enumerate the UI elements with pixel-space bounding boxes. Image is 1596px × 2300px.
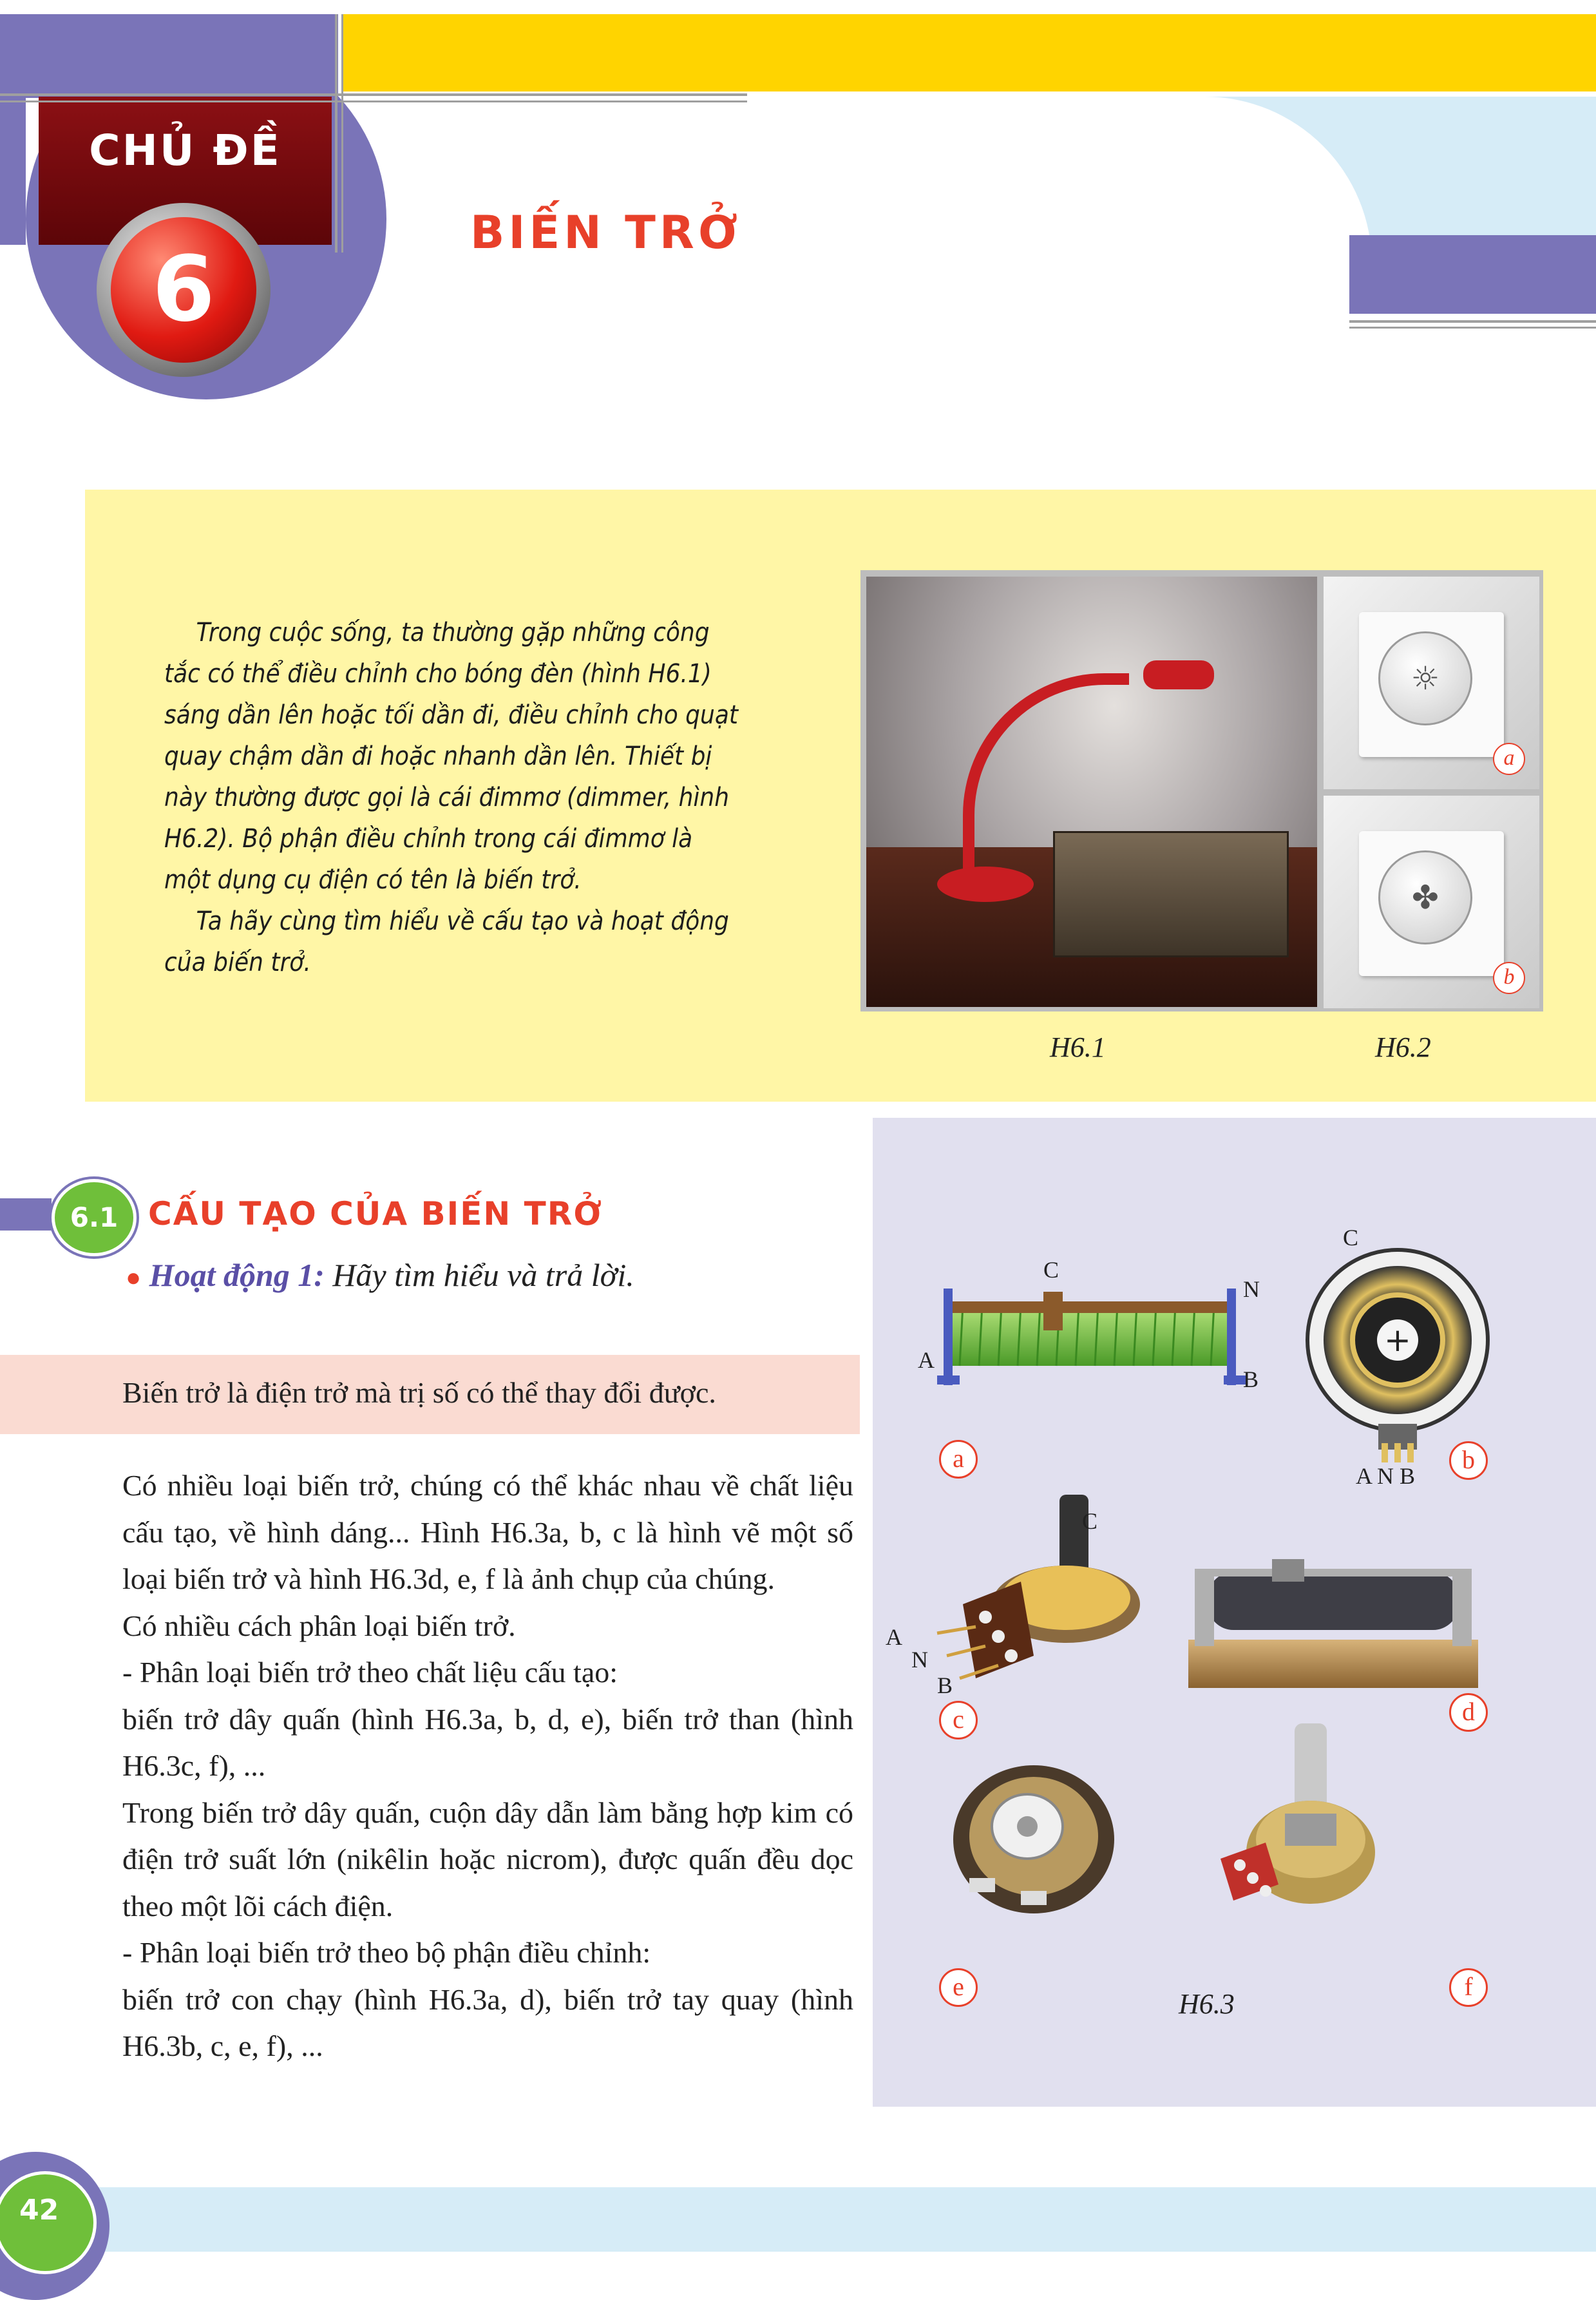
- header-vertical-rule: [341, 14, 343, 253]
- topic-label: CHỦ ĐỀ: [89, 126, 281, 175]
- figure-h63-panel: [873, 1118, 1596, 2107]
- terminal-label: N: [1243, 1276, 1260, 1302]
- bullet-icon: ●: [126, 1263, 142, 1292]
- body-paragraph: Trong biến trở dây quấn, cuộn dây dẫn làm bằng hợp kim có điện trở suất lớn (nikêlin hoặc nicrom), được quấn đều dọc theo một lõi cách điện.: [122, 1796, 853, 1922]
- header-right-block: [1349, 235, 1596, 314]
- rheostat-c: [937, 1495, 1140, 1678]
- rheostat-illustrations: [873, 1118, 1596, 2107]
- body-text: [122, 1462, 853, 2070]
- header-vertical-rule: [335, 14, 337, 253]
- lamp-photo-base: [937, 867, 1034, 902]
- terminal-label: C: [1343, 1225, 1359, 1251]
- figure-caption: H6.1: [1050, 1031, 1106, 1063]
- intro-paragraph: Trong cuộc sống, ta thường gặp những công tắc có thể điều chỉnh cho bóng đèn (hình H6.1) sáng dần lên hoặc tối dần đi, điều chỉnh cho quạt quay chậm dần đi hoặc nhanh dần lên. Thiết bị này thường được gọi là cái đimmơ (dimmer, hình H6.2). Bộ phận điều chỉnh trong cái đimmơ là một dụng cụ điện có tên là biến trở.: [164, 618, 739, 895]
- header-purple-strip: [0, 97, 26, 245]
- figure-caption: H6.2: [1375, 1031, 1431, 1063]
- terminal-label: B: [1243, 1366, 1259, 1392]
- body-paragraph: Có nhiều loại biến trở, chúng có thể khác nhau về chất liệu cấu tạo, về hình dáng... Hình H6.3a, b, c là hình vẽ một số loại biến trở và hình H6.3d, e, f là ảnh chụp của chúng.: [122, 1469, 853, 1595]
- activity-label: Hoạt động 1:: [149, 1257, 325, 1293]
- header-rule: [0, 101, 747, 102]
- body-paragraph: biến trở dây quấn (hình H6.3a, b, d, e), biến trở than (hình H6.3c, f), ...: [122, 1702, 853, 1782]
- activity-text: Hãy tìm hiểu và trả lời.: [332, 1257, 634, 1293]
- intro-text: [164, 612, 744, 983]
- figure-tag-b: b: [1449, 1441, 1488, 1480]
- figure-tag-d: d: [1449, 1693, 1488, 1732]
- terminal-label: B: [937, 1672, 953, 1698]
- body-paragraph: Có nhiều cách phân loại biến trở.: [122, 1609, 516, 1642]
- header-yellow-band: [341, 14, 1596, 91]
- figure-tag-a: a: [939, 1440, 978, 1479]
- terminal-label: C: [1082, 1508, 1098, 1534]
- footer-band: [0, 2187, 1596, 2252]
- figure-tag-c: c: [939, 1701, 978, 1739]
- rheostat-b: [1307, 1250, 1488, 1462]
- figure-caption: H6.3: [1179, 1988, 1235, 2020]
- header-rule: [0, 93, 747, 96]
- rheostat-a-end: [944, 1289, 953, 1385]
- rheostat-a-end: [1227, 1289, 1236, 1385]
- header-purple-band: [0, 14, 338, 98]
- section-title: CẤU TẠO CỦA BIẾN TRỞ: [148, 1195, 603, 1232]
- dimmer-switch-fan: [1324, 796, 1539, 1008]
- activity-line: [126, 1256, 634, 1294]
- header-rule: [1349, 327, 1596, 329]
- dimmer-switch-light: [1324, 577, 1539, 789]
- figure-tag: a: [1493, 743, 1525, 775]
- rheostat-d: [1188, 1559, 1478, 1688]
- bulb-icon: ☼: [1411, 660, 1440, 697]
- rheostat-a-slider: [1043, 1292, 1063, 1330]
- page-title: BIẾN TRỞ: [470, 206, 741, 259]
- svg-text:+: +: [1384, 1321, 1411, 1359]
- terminal-label: A N B: [1356, 1463, 1416, 1489]
- body-paragraph: - Phân loại biến trở theo bộ phận điều chỉnh:: [122, 1936, 651, 1969]
- rheostat-a: [937, 1289, 1246, 1385]
- terminal-label: N: [911, 1647, 928, 1672]
- section-number: 6.1: [52, 1179, 137, 1256]
- rheostat-f: [1221, 1723, 1375, 1904]
- terminal-label: A: [886, 1624, 902, 1650]
- rheostat-a-bar: [950, 1301, 1233, 1313]
- header-white-panel: [341, 97, 1372, 457]
- definition-text: Biến trở là điện trở mà trị số có thể thay đổi được.: [122, 1376, 716, 1409]
- body-paragraph: - Phân loại biến trở theo chất liệu cấu tạo:: [122, 1656, 618, 1689]
- lamp-photo-head: [1143, 660, 1214, 689]
- lamp-photo-stem: [963, 673, 1129, 891]
- body-paragraph: biến trở con chạy (hình H6.3a, d), biến trở tay quay (hình H6.3b, c, e, f), ...: [122, 1982, 853, 2062]
- terminal-label: C: [1043, 1257, 1059, 1283]
- intro-paragraph: Ta hãy cùng tìm hiểu về cấu tạo và hoạt động của biến trở.: [164, 906, 729, 977]
- rheostat-e: [953, 1765, 1114, 1913]
- topic-number: 6: [152, 237, 215, 342]
- fan-icon: ✤: [1412, 879, 1439, 916]
- figure-tag-f: f: [1449, 1968, 1488, 2007]
- figure-tag: b: [1493, 962, 1525, 994]
- terminal-label: A: [918, 1347, 935, 1373]
- page-number: 42: [19, 2194, 59, 2227]
- header-rule: [1349, 320, 1596, 323]
- section-bar: [0, 1198, 52, 1231]
- rheostat-a-coil: [950, 1305, 1227, 1366]
- figure-tag-e: e: [939, 1968, 978, 2007]
- lamp-photo: [866, 577, 1317, 1007]
